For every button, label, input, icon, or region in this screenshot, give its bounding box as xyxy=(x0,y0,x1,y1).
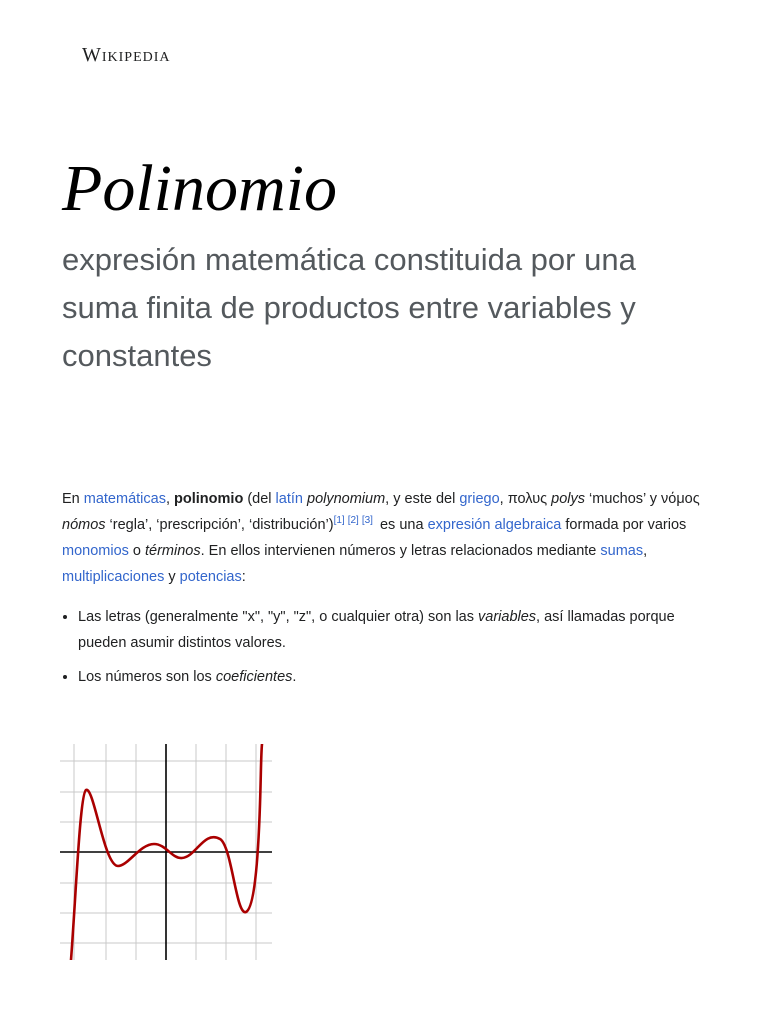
link-monomios[interactable]: monomios xyxy=(62,543,129,559)
link-latin[interactable]: latín xyxy=(275,491,303,507)
link-expresion-algebraica[interactable]: expresión algebraica xyxy=(427,517,562,533)
link-potencias[interactable]: potencias xyxy=(179,569,242,585)
intro-paragraph: En matemáticas, polinomio (del latín polynomium, y este del griego, πολυς polys ‘muchos’ y νόμος nómos ‘regla’, ‘prescripción’, ‘distribución’)[1] [2] [3] es una expresión algebraica formada por varios monomios o términos. En ellos intervienen números y letras relacionados mediante sumas, multiplicaciones y potencias: xyxy=(62,491,700,585)
reference-3[interactable]: [3] xyxy=(361,515,373,527)
page-title: Polinomio xyxy=(62,152,337,225)
link-matematicas[interactable]: matemáticas xyxy=(83,491,166,507)
page-subtitle: expresión matemática constituida por una suma finita de productos entre variables y constantes xyxy=(62,242,636,373)
list-item: • Las letras (generalmente "x", "y", "z", o cualquier otra) son las variables, así llamadas porque pueden asumir distintos valores. xyxy=(78,604,702,656)
link-griego[interactable]: griego xyxy=(459,491,500,507)
axes xyxy=(60,744,272,960)
reference-1[interactable]: [1] xyxy=(333,515,345,527)
references xyxy=(334,515,376,526)
link-sumas[interactable]: sumas xyxy=(600,543,644,559)
wikipedia-logo[interactable]: Wikipedia xyxy=(82,44,171,66)
article-content xyxy=(62,486,702,698)
bullet-list xyxy=(62,604,702,690)
bold-polinomio: polinomio xyxy=(174,491,244,507)
list-item: • Los números son los coeficientes. xyxy=(78,664,702,690)
link-multiplicaciones[interactable]: multiplicaciones xyxy=(62,569,165,585)
reference-2[interactable]: [2] xyxy=(347,515,359,527)
polynomial-graph[interactable] xyxy=(60,744,272,960)
